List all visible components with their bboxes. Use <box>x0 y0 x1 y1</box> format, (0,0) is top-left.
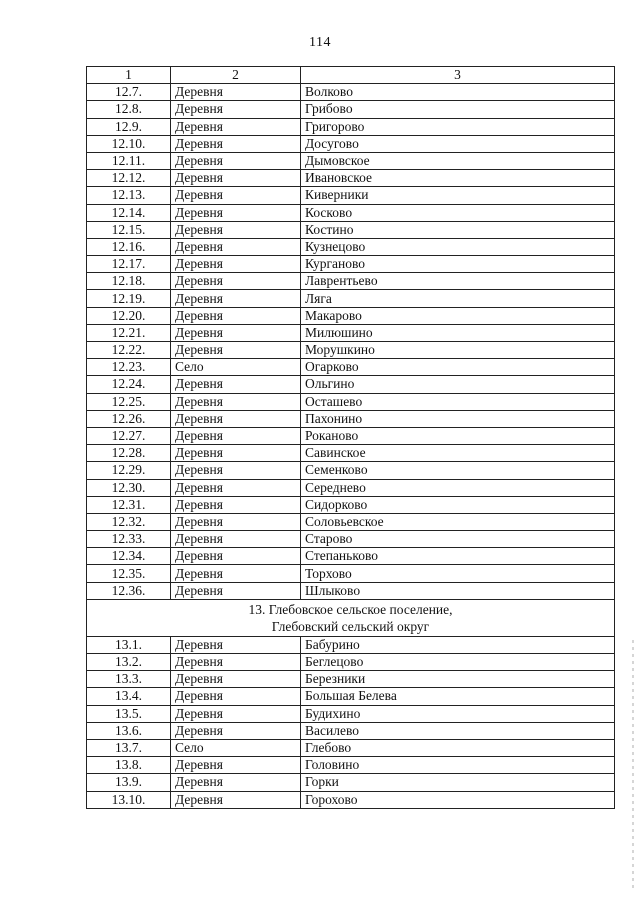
header-row <box>87 67 615 84</box>
row-number: 12.27. <box>87 427 171 444</box>
row-number: 12.32. <box>87 513 171 530</box>
row-number: 12.8. <box>87 101 171 118</box>
row-type: Деревня <box>171 410 301 427</box>
row-name: Григорово <box>301 118 615 135</box>
row-type: Деревня <box>171 152 301 169</box>
row-type: Деревня <box>171 757 301 774</box>
row-number: 12.35. <box>87 565 171 582</box>
table-row <box>87 705 615 722</box>
table-row <box>87 722 615 739</box>
row-name: Грибово <box>301 101 615 118</box>
row-type: Деревня <box>171 427 301 444</box>
row-name: Милюшино <box>301 324 615 341</box>
table-row <box>87 531 615 548</box>
row-number: 13.7. <box>87 739 171 756</box>
table-row <box>87 307 615 324</box>
section-heading-line1: 13. Глебовское сельское поселение, <box>248 601 453 617</box>
row-type: Деревня <box>171 84 301 101</box>
settlements-table-wrapper <box>86 66 614 809</box>
row-number: 13.9. <box>87 774 171 791</box>
row-name: Роканово <box>301 427 615 444</box>
row-number: 12.7. <box>87 84 171 101</box>
row-name: Савинское <box>301 445 615 462</box>
row-type: Деревня <box>171 791 301 808</box>
table-row <box>87 376 615 393</box>
row-number: 13.2. <box>87 654 171 671</box>
page-number: 114 <box>309 35 331 50</box>
row-number: 12.30. <box>87 479 171 496</box>
row-number: 12.11. <box>87 152 171 169</box>
row-number: 12.9. <box>87 118 171 135</box>
row-type: Деревня <box>171 256 301 273</box>
row-name: Морушкино <box>301 342 615 359</box>
table-body-bottom <box>87 636 615 808</box>
row-number: 12.12. <box>87 170 171 187</box>
row-number: 12.26. <box>87 410 171 427</box>
row-type: Деревня <box>171 118 301 135</box>
row-type: Деревня <box>171 513 301 530</box>
row-name: Глебово <box>301 739 615 756</box>
table-row <box>87 221 615 238</box>
row-number: 12.24. <box>87 376 171 393</box>
row-type: Деревня <box>171 722 301 739</box>
row-name: Семенково <box>301 462 615 479</box>
row-name: Ольгино <box>301 376 615 393</box>
row-type: Деревня <box>171 705 301 722</box>
row-number: 13.8. <box>87 757 171 774</box>
row-name: Шлыково <box>301 582 615 599</box>
row-name: Большая Белева <box>301 688 615 705</box>
table-row <box>87 273 615 290</box>
row-name: Середнево <box>301 479 615 496</box>
row-type: Деревня <box>171 565 301 582</box>
table-row <box>87 462 615 479</box>
table-row <box>87 582 615 599</box>
table-row <box>87 739 615 756</box>
row-number: 12.14. <box>87 204 171 221</box>
row-type: Деревня <box>171 307 301 324</box>
row-type: Деревня <box>171 671 301 688</box>
row-number: 13.5. <box>87 705 171 722</box>
row-name: Курганово <box>301 256 615 273</box>
row-type: Деревня <box>171 636 301 653</box>
row-type: Деревня <box>171 135 301 152</box>
row-number: 12.18. <box>87 273 171 290</box>
section-body <box>87 599 615 636</box>
row-name: Головино <box>301 757 615 774</box>
table-row <box>87 393 615 410</box>
row-name: Бабурино <box>301 636 615 653</box>
row-type: Деревня <box>171 496 301 513</box>
row-type: Деревня <box>171 774 301 791</box>
column-header-type: 2 <box>171 67 301 84</box>
row-type: Деревня <box>171 393 301 410</box>
row-number: 13.10. <box>87 791 171 808</box>
row-name: Старово <box>301 531 615 548</box>
row-type: Деревня <box>171 170 301 187</box>
table-row <box>87 187 615 204</box>
row-number: 12.15. <box>87 221 171 238</box>
row-name: Василево <box>301 722 615 739</box>
row-name: Степаньково <box>301 548 615 565</box>
row-name: Лаврентьево <box>301 273 615 290</box>
table-row <box>87 342 615 359</box>
table-row <box>87 757 615 774</box>
table-row <box>87 479 615 496</box>
row-number: 12.17. <box>87 256 171 273</box>
column-header-number: 1 <box>87 67 171 84</box>
row-name: Косково <box>301 204 615 221</box>
row-name: Сидорково <box>301 496 615 513</box>
section-heading-row <box>87 599 615 636</box>
row-type: Деревня <box>171 238 301 255</box>
row-name: Киверники <box>301 187 615 204</box>
row-number: 13.6. <box>87 722 171 739</box>
row-number: 13.3. <box>87 671 171 688</box>
table-row <box>87 548 615 565</box>
row-type: Деревня <box>171 324 301 341</box>
row-type: Деревня <box>171 221 301 238</box>
table-row <box>87 671 615 688</box>
row-type: Деревня <box>171 187 301 204</box>
row-type: Деревня <box>171 101 301 118</box>
row-name: Ляга <box>301 290 615 307</box>
table-row <box>87 152 615 169</box>
row-type: Деревня <box>171 376 301 393</box>
row-type: Деревня <box>171 654 301 671</box>
settlements-table <box>86 66 615 809</box>
row-name: Горохово <box>301 791 615 808</box>
row-name: Соловьевское <box>301 513 615 530</box>
table-row <box>87 359 615 376</box>
table-row <box>87 410 615 427</box>
row-name: Костино <box>301 221 615 238</box>
row-name: Будихино <box>301 705 615 722</box>
table-row <box>87 204 615 221</box>
row-number: 12.33. <box>87 531 171 548</box>
row-number: 12.31. <box>87 496 171 513</box>
row-number: 12.23. <box>87 359 171 376</box>
row-type: Село <box>171 359 301 376</box>
table-row <box>87 496 615 513</box>
row-type: Деревня <box>171 445 301 462</box>
row-name: Торхово <box>301 565 615 582</box>
row-name: Березники <box>301 671 615 688</box>
row-number: 12.16. <box>87 238 171 255</box>
table-row <box>87 238 615 255</box>
column-header-name: 3 <box>301 67 615 84</box>
row-number: 12.22. <box>87 342 171 359</box>
section-heading <box>87 599 615 636</box>
section-heading-line2: Глебовский сельский округ <box>271 618 430 634</box>
row-type: Деревня <box>171 688 301 705</box>
row-name: Ивановское <box>301 170 615 187</box>
row-number: 13.4. <box>87 688 171 705</box>
row-name: Горки <box>301 774 615 791</box>
table-row <box>87 170 615 187</box>
row-type: Деревня <box>171 531 301 548</box>
table-row <box>87 513 615 530</box>
table-row <box>87 256 615 273</box>
row-name: Досугово <box>301 135 615 152</box>
row-name: Кузнецово <box>301 238 615 255</box>
table-row <box>87 565 615 582</box>
row-number: 12.25. <box>87 393 171 410</box>
table-row <box>87 101 615 118</box>
row-number: 12.28. <box>87 445 171 462</box>
row-type: Село <box>171 739 301 756</box>
table-row <box>87 688 615 705</box>
row-number: 12.13. <box>87 187 171 204</box>
scan-edge-mark <box>632 640 634 890</box>
row-type: Деревня <box>171 290 301 307</box>
table-row <box>87 791 615 808</box>
row-name: Волково <box>301 84 615 101</box>
row-name: Макарово <box>301 307 615 324</box>
table-row <box>87 427 615 444</box>
row-number: 12.36. <box>87 582 171 599</box>
row-name: Осташево <box>301 393 615 410</box>
row-type: Деревня <box>171 342 301 359</box>
row-name: Огарково <box>301 359 615 376</box>
row-number: 12.34. <box>87 548 171 565</box>
row-name: Беглецово <box>301 654 615 671</box>
table-row <box>87 290 615 307</box>
table-row <box>87 118 615 135</box>
row-number: 12.10. <box>87 135 171 152</box>
table-row <box>87 324 615 341</box>
table-body-top <box>87 84 615 600</box>
row-number: 12.19. <box>87 290 171 307</box>
row-type: Деревня <box>171 273 301 290</box>
table-row <box>87 445 615 462</box>
row-type: Деревня <box>171 548 301 565</box>
row-name: Пахонино <box>301 410 615 427</box>
row-type: Деревня <box>171 582 301 599</box>
row-number: 12.20. <box>87 307 171 324</box>
table-row <box>87 84 615 101</box>
row-type: Деревня <box>171 204 301 221</box>
table-row <box>87 636 615 653</box>
row-name: Дымовское <box>301 152 615 169</box>
row-number: 12.29. <box>87 462 171 479</box>
row-type: Деревня <box>171 479 301 496</box>
table-row <box>87 774 615 791</box>
row-type: Деревня <box>171 462 301 479</box>
row-number: 12.21. <box>87 324 171 341</box>
table-row <box>87 654 615 671</box>
row-number: 13.1. <box>87 636 171 653</box>
table-row <box>87 135 615 152</box>
